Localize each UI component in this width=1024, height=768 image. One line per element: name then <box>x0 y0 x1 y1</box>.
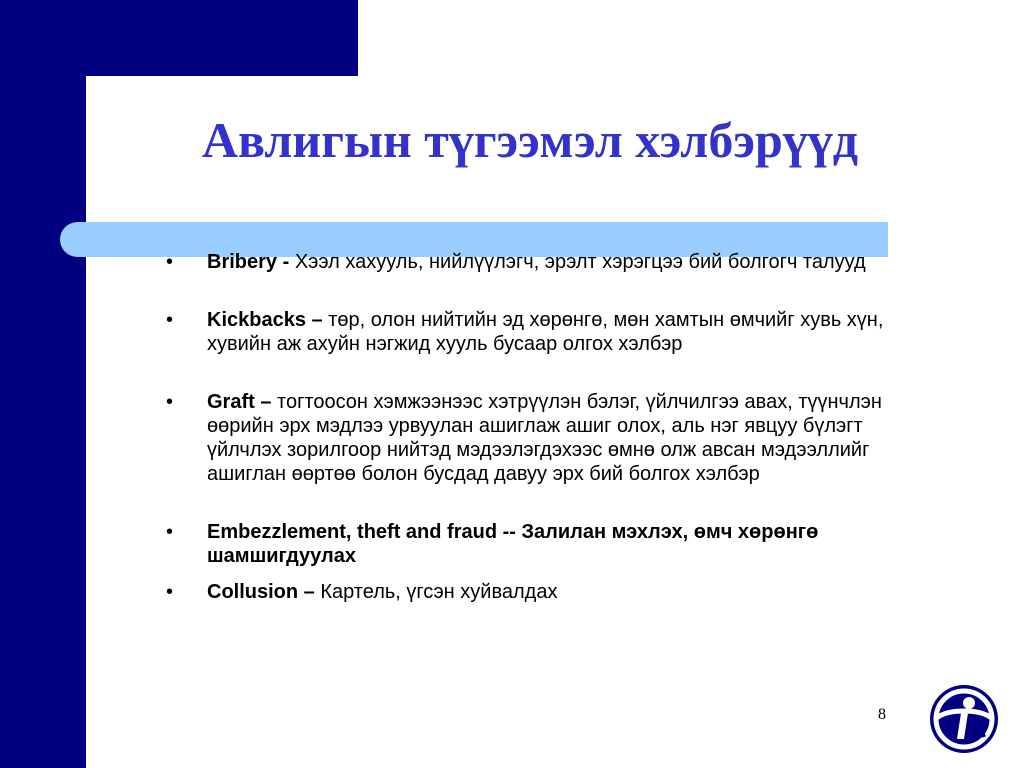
list-item-kickbacks <box>166 308 906 356</box>
transparency-international-logo-icon <box>928 683 1000 755</box>
list-item-embezzlement <box>166 520 906 568</box>
bullet-term: Bribery - <box>207 251 295 273</box>
bullet-text: Хээл хахууль, нийлүүлэгч, эрэлт хэрэгцээ бий болгогч талууд <box>294 251 866 273</box>
bullet-text: Картель, үгсэн хуйвалдах <box>320 581 558 603</box>
navy-top-band <box>0 0 358 76</box>
bullet-term: Collusion – <box>207 581 321 603</box>
page-number: 8 <box>878 706 886 723</box>
list-item-collusion <box>166 580 906 604</box>
bullet-term: Kickbacks – <box>207 309 329 331</box>
bullet-text: төр, олон нийтийн эд хөрөнгө, мөн хамтын өмчийг хувь хүн, хувийн аж ахуйн нэгжид хууль бусаар олгох хэлбэр <box>207 309 884 355</box>
bullet-term: Graft – <box>207 391 278 413</box>
bullet-dot: • <box>166 581 174 603</box>
bullet-dot: • <box>166 521 174 543</box>
bullet-text: тогтоосон хэмжээнээс хэтрүүлэн бэлэг, үйлчилгээ авах, түүнчлэн өөрийн эрх мэдлээ урвуулан ашиглаж ашиг олох, аль нэг явцуу бүлэгт үйлчлэх зорилгоор нийтэд мэдээлэгдэхээс өмнө олж авсан мэдээллийг ашиглан өөртөө болон бусдад давуу эрх бий болгох хэлбэр <box>207 391 882 485</box>
bullet-list <box>166 250 906 604</box>
bullet-dot: • <box>166 309 174 331</box>
slide-title: Авлигын түгээмэл хэлбэрүүд <box>201 112 859 168</box>
bullet-text: Embezzlement, theft and fraud -- Залилан мэхлэх, өмч хөрөнгө шамшигдуулах <box>207 521 819 567</box>
bullet-dot: • <box>166 391 174 413</box>
bullet-dot: • <box>166 251 174 273</box>
list-item-bribery <box>166 250 906 274</box>
list-item-graft <box>166 390 906 486</box>
